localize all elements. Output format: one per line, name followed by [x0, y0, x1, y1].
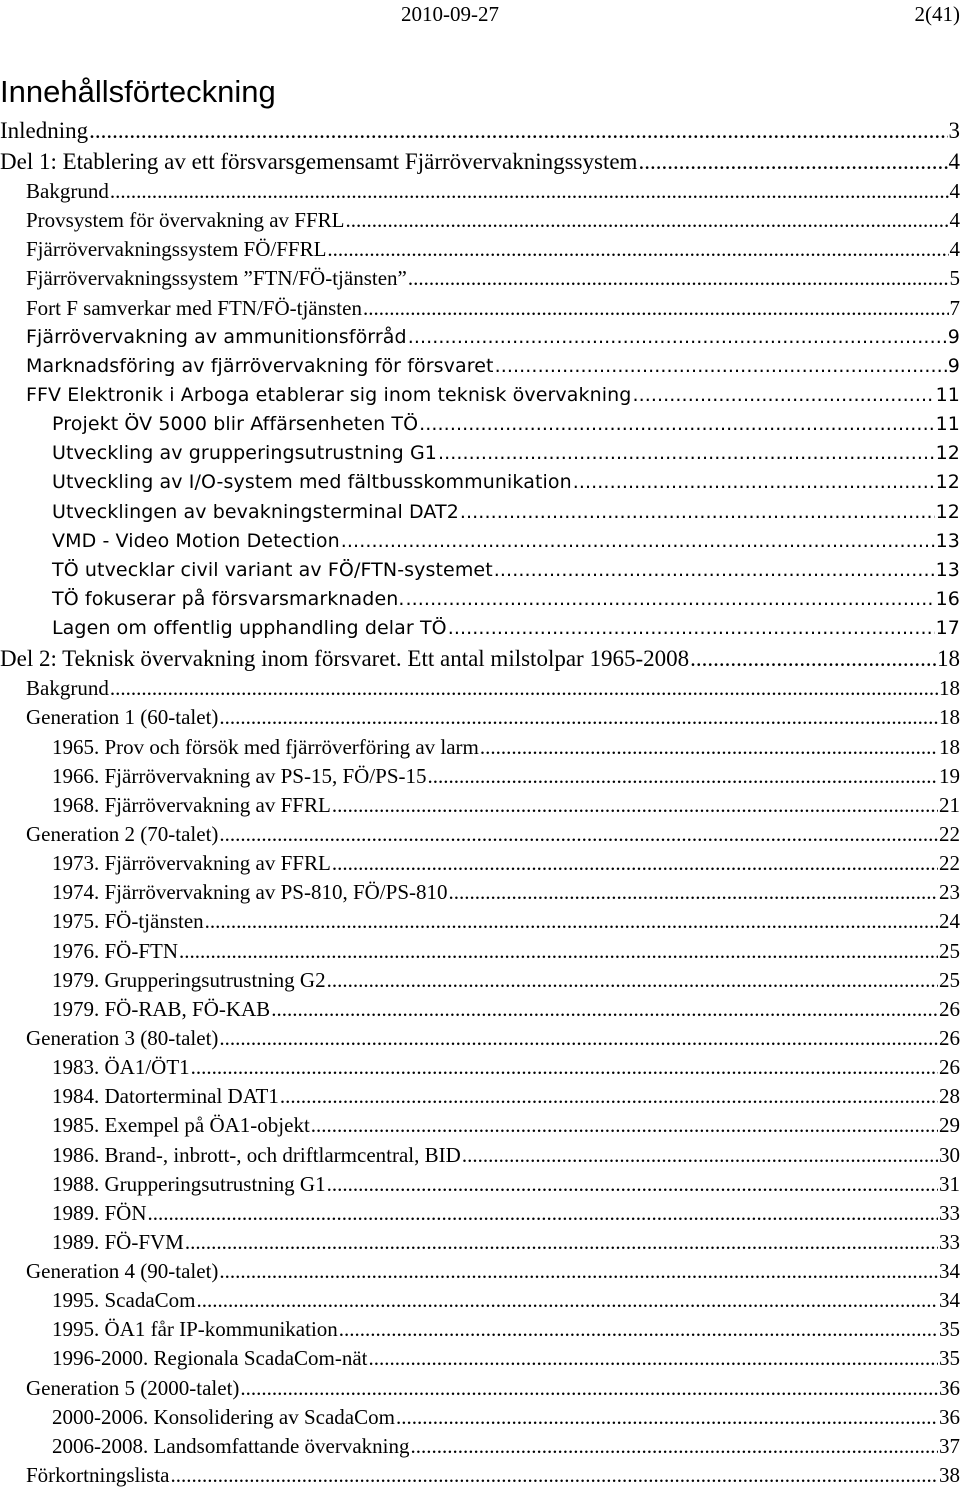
toc-dot-leader — [495, 352, 947, 381]
toc-entry[interactable] — [0, 1403, 960, 1432]
toc-entry-label: Del 2: Teknisk övervakning inom försvaret. Ett antal milstolpar 1965-2008 — [0, 646, 690, 672]
toc-entry-label: TÖ fokuserar på försvarsmarknaden. — [52, 587, 405, 610]
toc-dot-leader — [339, 1315, 938, 1344]
toc-entry-page-number: 12 — [935, 442, 960, 465]
toc-entry[interactable] — [0, 177, 960, 206]
toc-dot-leader — [462, 1141, 938, 1170]
toc-entry-page-number: 24 — [939, 909, 960, 934]
toc-entry-page-number: 26 — [939, 996, 960, 1021]
toc-dot-leader — [110, 674, 938, 703]
toc-entry-page-number: 9 — [947, 354, 960, 377]
toc-dot-leader — [396, 1403, 938, 1432]
toc-dot-leader — [332, 849, 938, 878]
toc-dot-leader — [638, 146, 947, 177]
toc-dot-leader — [363, 294, 949, 323]
toc-entry[interactable] — [0, 1461, 960, 1490]
toc-entry-page-number: 35 — [939, 1317, 960, 1342]
toc-entry-page-number: 38 — [939, 1463, 960, 1488]
toc-entry-label: 1983. ÖA1/ÖT1 — [52, 1055, 190, 1080]
toc-dot-leader — [332, 791, 938, 820]
toc-entry-page-number: 28 — [939, 1084, 960, 1109]
toc-dot-leader — [205, 907, 938, 936]
toc-entry-label: Fjärrövervakningssystem FÖ/FFRL — [26, 237, 327, 262]
toc-entry[interactable] — [0, 791, 960, 820]
toc-entry-label: 1988. Grupperingsutrustning G1 — [52, 1171, 326, 1196]
toc-entry[interactable] — [0, 1199, 960, 1228]
toc-entry-label: 1989. FÖ-FVM — [52, 1229, 184, 1254]
toc-entry[interactable] — [0, 585, 960, 614]
toc-entry[interactable] — [0, 1344, 960, 1373]
toc-dot-leader — [219, 820, 938, 849]
toc-entry-label: Del 1: Etablering av ett försvarsgemensamt Fjärrövervakningssystem — [0, 149, 638, 174]
toc-dot-leader — [408, 323, 947, 352]
toc-entry-label: Fort F samverkar med FTN/FÖ-tjänsten — [26, 295, 362, 320]
toc-entry[interactable] — [0, 323, 960, 352]
toc-dot-leader — [448, 614, 935, 643]
toc-entry[interactable] — [0, 264, 960, 293]
toc-dot-leader — [406, 585, 935, 614]
toc-dot-leader — [690, 643, 936, 674]
page-header — [0, 1, 960, 27]
toc-entry[interactable] — [0, 1111, 960, 1140]
toc-entry[interactable] — [0, 146, 960, 177]
toc-entry[interactable] — [0, 878, 960, 907]
toc-dot-leader — [196, 1286, 938, 1315]
toc-entry-label: 1976. FÖ-FTN — [52, 938, 179, 963]
toc-entry-page-number: 25 — [939, 967, 960, 992]
toc-entry[interactable] — [0, 1141, 960, 1170]
toc-entry-page-number: 19 — [939, 763, 960, 788]
toc-entry-label: 1995. ÖA1 får IP-kommunikation — [52, 1317, 338, 1342]
toc-entry-page-number: 9 — [947, 325, 960, 348]
toc-dot-leader — [632, 381, 934, 410]
toc-entry[interactable] — [0, 614, 960, 643]
toc-entry-label: Generation 2 (70-talet) — [26, 821, 219, 846]
toc-dot-leader — [171, 1461, 938, 1490]
toc-entry-page-number: 22 — [939, 821, 960, 846]
header-date: 2010-09-27 — [401, 2, 499, 26]
toc-entry-page-number: 34 — [939, 1288, 960, 1313]
toc-entry-label: VMD - Video Motion Detection — [52, 529, 340, 552]
toc-entry-label: 1966. Fjärrövervakning av PS-15, FÖ/PS-15 — [52, 763, 427, 788]
toc-dot-leader — [311, 1111, 938, 1140]
toc-entry[interactable] — [0, 1432, 960, 1461]
toc-entry[interactable] — [0, 527, 960, 556]
toc-entry[interactable] — [0, 115, 960, 146]
toc-entry-page-number: 4 — [949, 237, 960, 262]
toc-entry-label: Provsystem för övervakning av FFRL — [26, 208, 345, 233]
toc-entry-page-number: 26 — [939, 1055, 960, 1080]
toc-dot-leader — [494, 556, 935, 585]
toc-entry-label: Utvecklingen av bevakningsterminal DAT2 — [52, 500, 459, 523]
toc-entry-label: 1979. FÖ-RAB, FÖ-KAB — [52, 996, 271, 1021]
toc-entry-label: 1989. FÖN — [52, 1200, 147, 1225]
toc-entry-label: Inledning — [0, 118, 89, 143]
toc-entry-label: Fjärrövervakning av ammunitionsförråd — [26, 325, 407, 348]
toc-entry-page-number: 7 — [949, 295, 960, 320]
toc-entry-page-number: 22 — [939, 851, 960, 876]
header-page-number: 2(41) — [914, 2, 960, 26]
toc-entry[interactable] — [0, 966, 960, 995]
toc-dot-leader — [219, 1024, 938, 1053]
toc-entry[interactable] — [0, 1170, 960, 1199]
toc-dot-leader — [219, 703, 938, 732]
toc-dot-leader — [327, 966, 938, 995]
toc-entry[interactable] — [0, 674, 960, 703]
toc-entry-label: TÖ utvecklar civil variant av FÖ/FTN-systemet — [52, 558, 493, 581]
toc-entry[interactable] — [0, 556, 960, 585]
toc-entry-label: 1985. Exempel på ÖA1-objekt — [52, 1113, 310, 1138]
toc-entry-label: 1974. Fjärrövervakning av PS-810, FÖ/PS-810 — [52, 880, 448, 905]
toc-dot-leader — [185, 1228, 938, 1257]
toc-entry-page-number: 4 — [949, 208, 960, 233]
toc-entry-label: 1968. Fjärrövervakning av FFRL — [52, 792, 331, 817]
toc-entry-page-number: 25 — [939, 938, 960, 963]
toc-entry-page-number: 12 — [935, 500, 960, 523]
toc-entry-page-number: 4 — [949, 179, 960, 203]
toc-entry-page-number: 11 — [935, 383, 960, 406]
toc-entry-page-number: 29 — [939, 1113, 960, 1138]
toc-dot-leader — [428, 762, 939, 791]
toc-entry[interactable] — [0, 352, 960, 381]
toc-dot-leader — [280, 1082, 938, 1111]
toc-dot-leader — [327, 235, 948, 264]
toc-entry-label: 2000-2006. Konsolidering av ScadaCom — [52, 1404, 395, 1429]
toc-entry-label: Generation 5 (2000-talet) — [26, 1375, 240, 1400]
toc-entry-label: Lagen om offentlig upphandling delar TÖ — [52, 617, 447, 640]
toc-entry-page-number: 18 — [939, 734, 960, 759]
toc-dot-leader — [438, 439, 935, 468]
toc-entry-page-number: 13 — [935, 529, 960, 552]
toc-dot-leader — [179, 937, 938, 966]
table-of-contents — [0, 115, 960, 1490]
toc-dot-leader — [327, 1170, 938, 1199]
toc-entry-page-number: 34 — [939, 1259, 960, 1284]
toc-entry-label: Generation 3 (80-talet) — [26, 1025, 219, 1050]
toc-entry-page-number: 13 — [935, 558, 960, 581]
toc-entry-page-number: 37 — [939, 1433, 960, 1458]
toc-entry[interactable] — [0, 1053, 960, 1082]
toc-entry[interactable] — [0, 643, 960, 674]
toc-entry-label: Bakgrund — [26, 179, 109, 203]
toc-entry-label: 1965. Prov och försök med fjärröverföring av larm — [52, 734, 479, 759]
toc-entry[interactable] — [0, 381, 960, 410]
toc-entry[interactable] — [0, 235, 960, 264]
toc-entry[interactable] — [0, 498, 960, 527]
toc-dot-leader — [110, 177, 949, 206]
toc-entry-label: Marknadsföring av fjärrövervakning för försvaret — [26, 354, 494, 377]
toc-entry-page-number: 35 — [939, 1346, 960, 1371]
toc-entry-label: Generation 4 (90-talet) — [26, 1259, 219, 1284]
toc-entry-label: 1995. ScadaCom — [52, 1288, 196, 1313]
toc-entry-label: 1973. Fjärrövervakning av FFRL — [52, 851, 331, 876]
toc-dot-leader — [408, 264, 949, 293]
toc-entry[interactable] — [0, 410, 960, 439]
toc-entry-page-number: 12 — [935, 471, 960, 494]
toc-entry-page-number: 26 — [939, 1025, 960, 1050]
toc-entry[interactable] — [0, 1257, 960, 1286]
toc-entry-page-number: 11 — [935, 413, 960, 436]
toc-entry-label: Generation 1 (60-talet) — [26, 705, 219, 730]
toc-entry-page-number: 21 — [939, 792, 960, 817]
toc-entry-label: 1984. Datorterminal DAT1 — [52, 1084, 279, 1109]
toc-dot-leader — [89, 115, 947, 146]
toc-entry-page-number: 30 — [939, 1142, 960, 1167]
toc-entry[interactable] — [0, 703, 960, 732]
toc-dot-leader — [419, 410, 934, 439]
toc-dot-leader — [449, 878, 939, 907]
toc-entry[interactable] — [0, 1286, 960, 1315]
toc-entry-page-number: 17 — [935, 617, 960, 640]
toc-entry-page-number: 33 — [939, 1229, 960, 1254]
toc-entry[interactable] — [0, 439, 960, 468]
toc-entry-page-number: 3 — [948, 118, 960, 143]
toc-entry-page-number: 16 — [935, 587, 960, 610]
toc-dot-leader — [460, 498, 935, 527]
toc-entry[interactable] — [0, 849, 960, 878]
toc-entry-label: 1986. Brand-, inbrott-, och driftlarmcentral, BID — [52, 1142, 461, 1167]
toc-entry-page-number: 4 — [948, 149, 960, 174]
toc-entry-label: FFV Elektronik i Arboga etablerar sig inom teknisk övervakning — [26, 383, 632, 406]
toc-entry-page-number: 31 — [939, 1171, 960, 1196]
toc-dot-leader — [191, 1053, 938, 1082]
toc-entry-label: Projekt ÖV 5000 blir Affärsenheten TÖ — [52, 413, 419, 436]
toc-entry-page-number: 18 — [939, 676, 960, 701]
toc-entry-page-number: 36 — [939, 1404, 960, 1429]
toc-entry-page-number: 36 — [939, 1375, 960, 1400]
toc-dot-leader — [219, 1257, 938, 1286]
toc-entry[interactable] — [0, 1024, 960, 1053]
toc-entry[interactable] — [0, 995, 960, 1024]
toc-dot-leader — [369, 1344, 938, 1373]
toc-entry-label: Utveckling av I/O-system med fältbusskommunikation — [52, 471, 572, 494]
toc-dot-leader — [148, 1199, 938, 1228]
toc-dot-leader — [411, 1432, 939, 1461]
toc-entry-label: 1975. FÖ-tjänsten — [52, 909, 204, 934]
toc-entry-label: Bakgrund — [26, 676, 109, 701]
toc-entry-label: 1996-2000. Regionala ScadaCom-nät — [52, 1346, 368, 1371]
toc-entry-label: Fjärrövervakningssystem ”FTN/FÖ-tjänsten” — [26, 266, 407, 291]
toc-entry-page-number: 5 — [949, 266, 960, 291]
toc-entry-label: Förkortningslista — [26, 1463, 170, 1488]
toc-entry[interactable] — [0, 1228, 960, 1257]
toc-entry-label: Utveckling av grupperingsutrustning G1 — [52, 442, 437, 465]
toc-entry[interactable] — [0, 1374, 960, 1403]
toc-entry-label: 1979. Grupperingsutrustning G2 — [52, 967, 326, 992]
toc-entry[interactable] — [0, 206, 960, 235]
toc-entry[interactable] — [0, 1082, 960, 1111]
toc-entry[interactable] — [0, 294, 960, 323]
toc-entry[interactable] — [0, 762, 960, 791]
toc-dot-leader — [480, 733, 938, 762]
toc-dot-leader — [240, 1374, 938, 1403]
toc-entry[interactable] — [0, 820, 960, 849]
toc-entry-page-number: 18 — [939, 705, 960, 730]
toc-dot-leader — [271, 995, 938, 1024]
toc-entry[interactable] — [0, 1315, 960, 1344]
toc-dot-leader — [573, 468, 935, 497]
toc-entry[interactable] — [0, 907, 960, 936]
toc-entry-label: 2006-2008. Landsomfattande övervakning — [52, 1433, 410, 1458]
toc-entry-page-number: 33 — [939, 1200, 960, 1225]
toc-entry[interactable] — [0, 937, 960, 966]
toc-dot-leader — [341, 527, 935, 556]
toc-entry[interactable] — [0, 733, 960, 762]
toc-entry-page-number: 23 — [939, 880, 960, 905]
toc-entry[interactable] — [0, 468, 960, 497]
toc-entry-page-number: 18 — [937, 646, 960, 672]
toc-title: Innehållsförteckning — [0, 74, 276, 109]
toc-dot-leader — [345, 206, 948, 235]
